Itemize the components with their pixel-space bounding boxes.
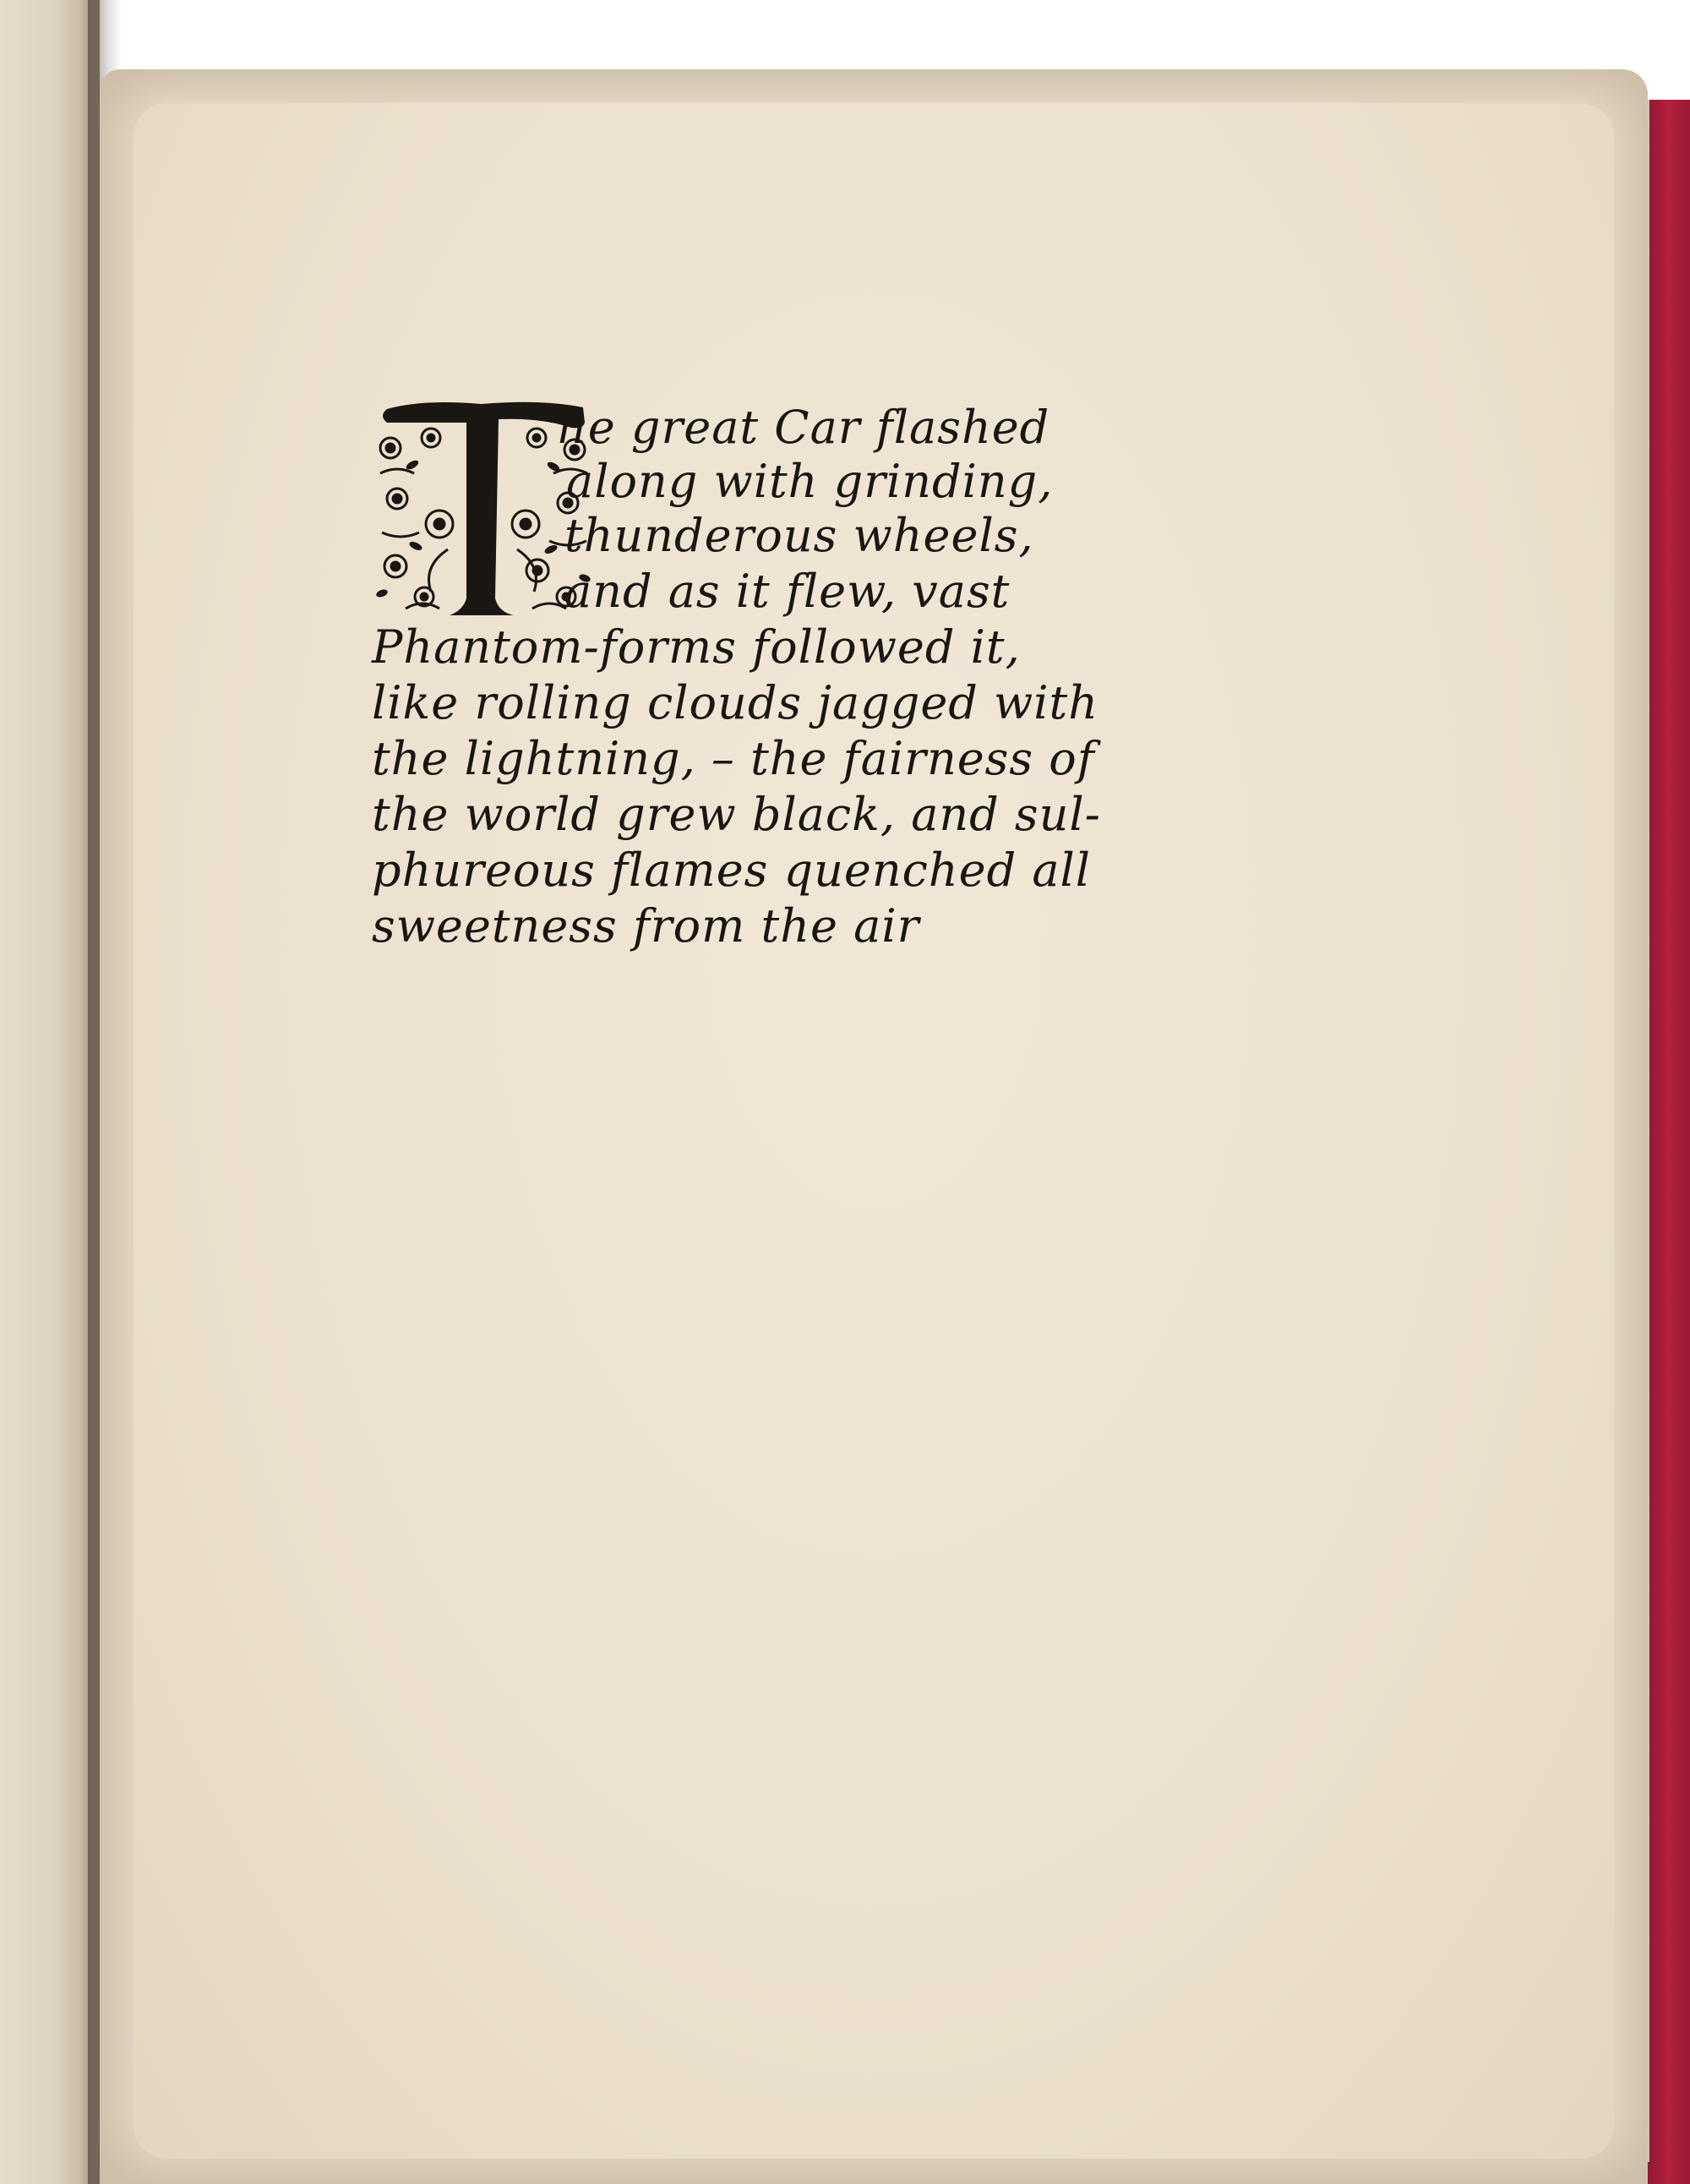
dropcap-letter-shape: [383, 402, 585, 615]
passage-line-9: phureous flames quenched all: [372, 844, 1092, 897]
passage-line-10: sweetness from the air: [372, 899, 920, 953]
passage-line-3: thunderous wheels,: [564, 509, 1034, 562]
recto-page: [100, 69, 1648, 2184]
passage-line-6: like rolling clouds jagged with: [372, 676, 1099, 729]
left-page-edge: [0, 0, 100, 2184]
passage-line-2: along with grinding,: [566, 455, 1054, 508]
passage-line-1: he great Car flashed: [558, 401, 1050, 454]
passage-line-5: Phantom-forms followed it,: [372, 620, 1021, 674]
passage-line-7: the lightning, – the fairness of: [372, 732, 1095, 785]
passage-line-4: and as it flew, vast: [564, 565, 1011, 618]
calligraphic-passage: [372, 397, 1149, 972]
passage-line-8: the world grew black, and sul-: [372, 788, 1101, 841]
red-cover-edge: [1646, 100, 1690, 2184]
